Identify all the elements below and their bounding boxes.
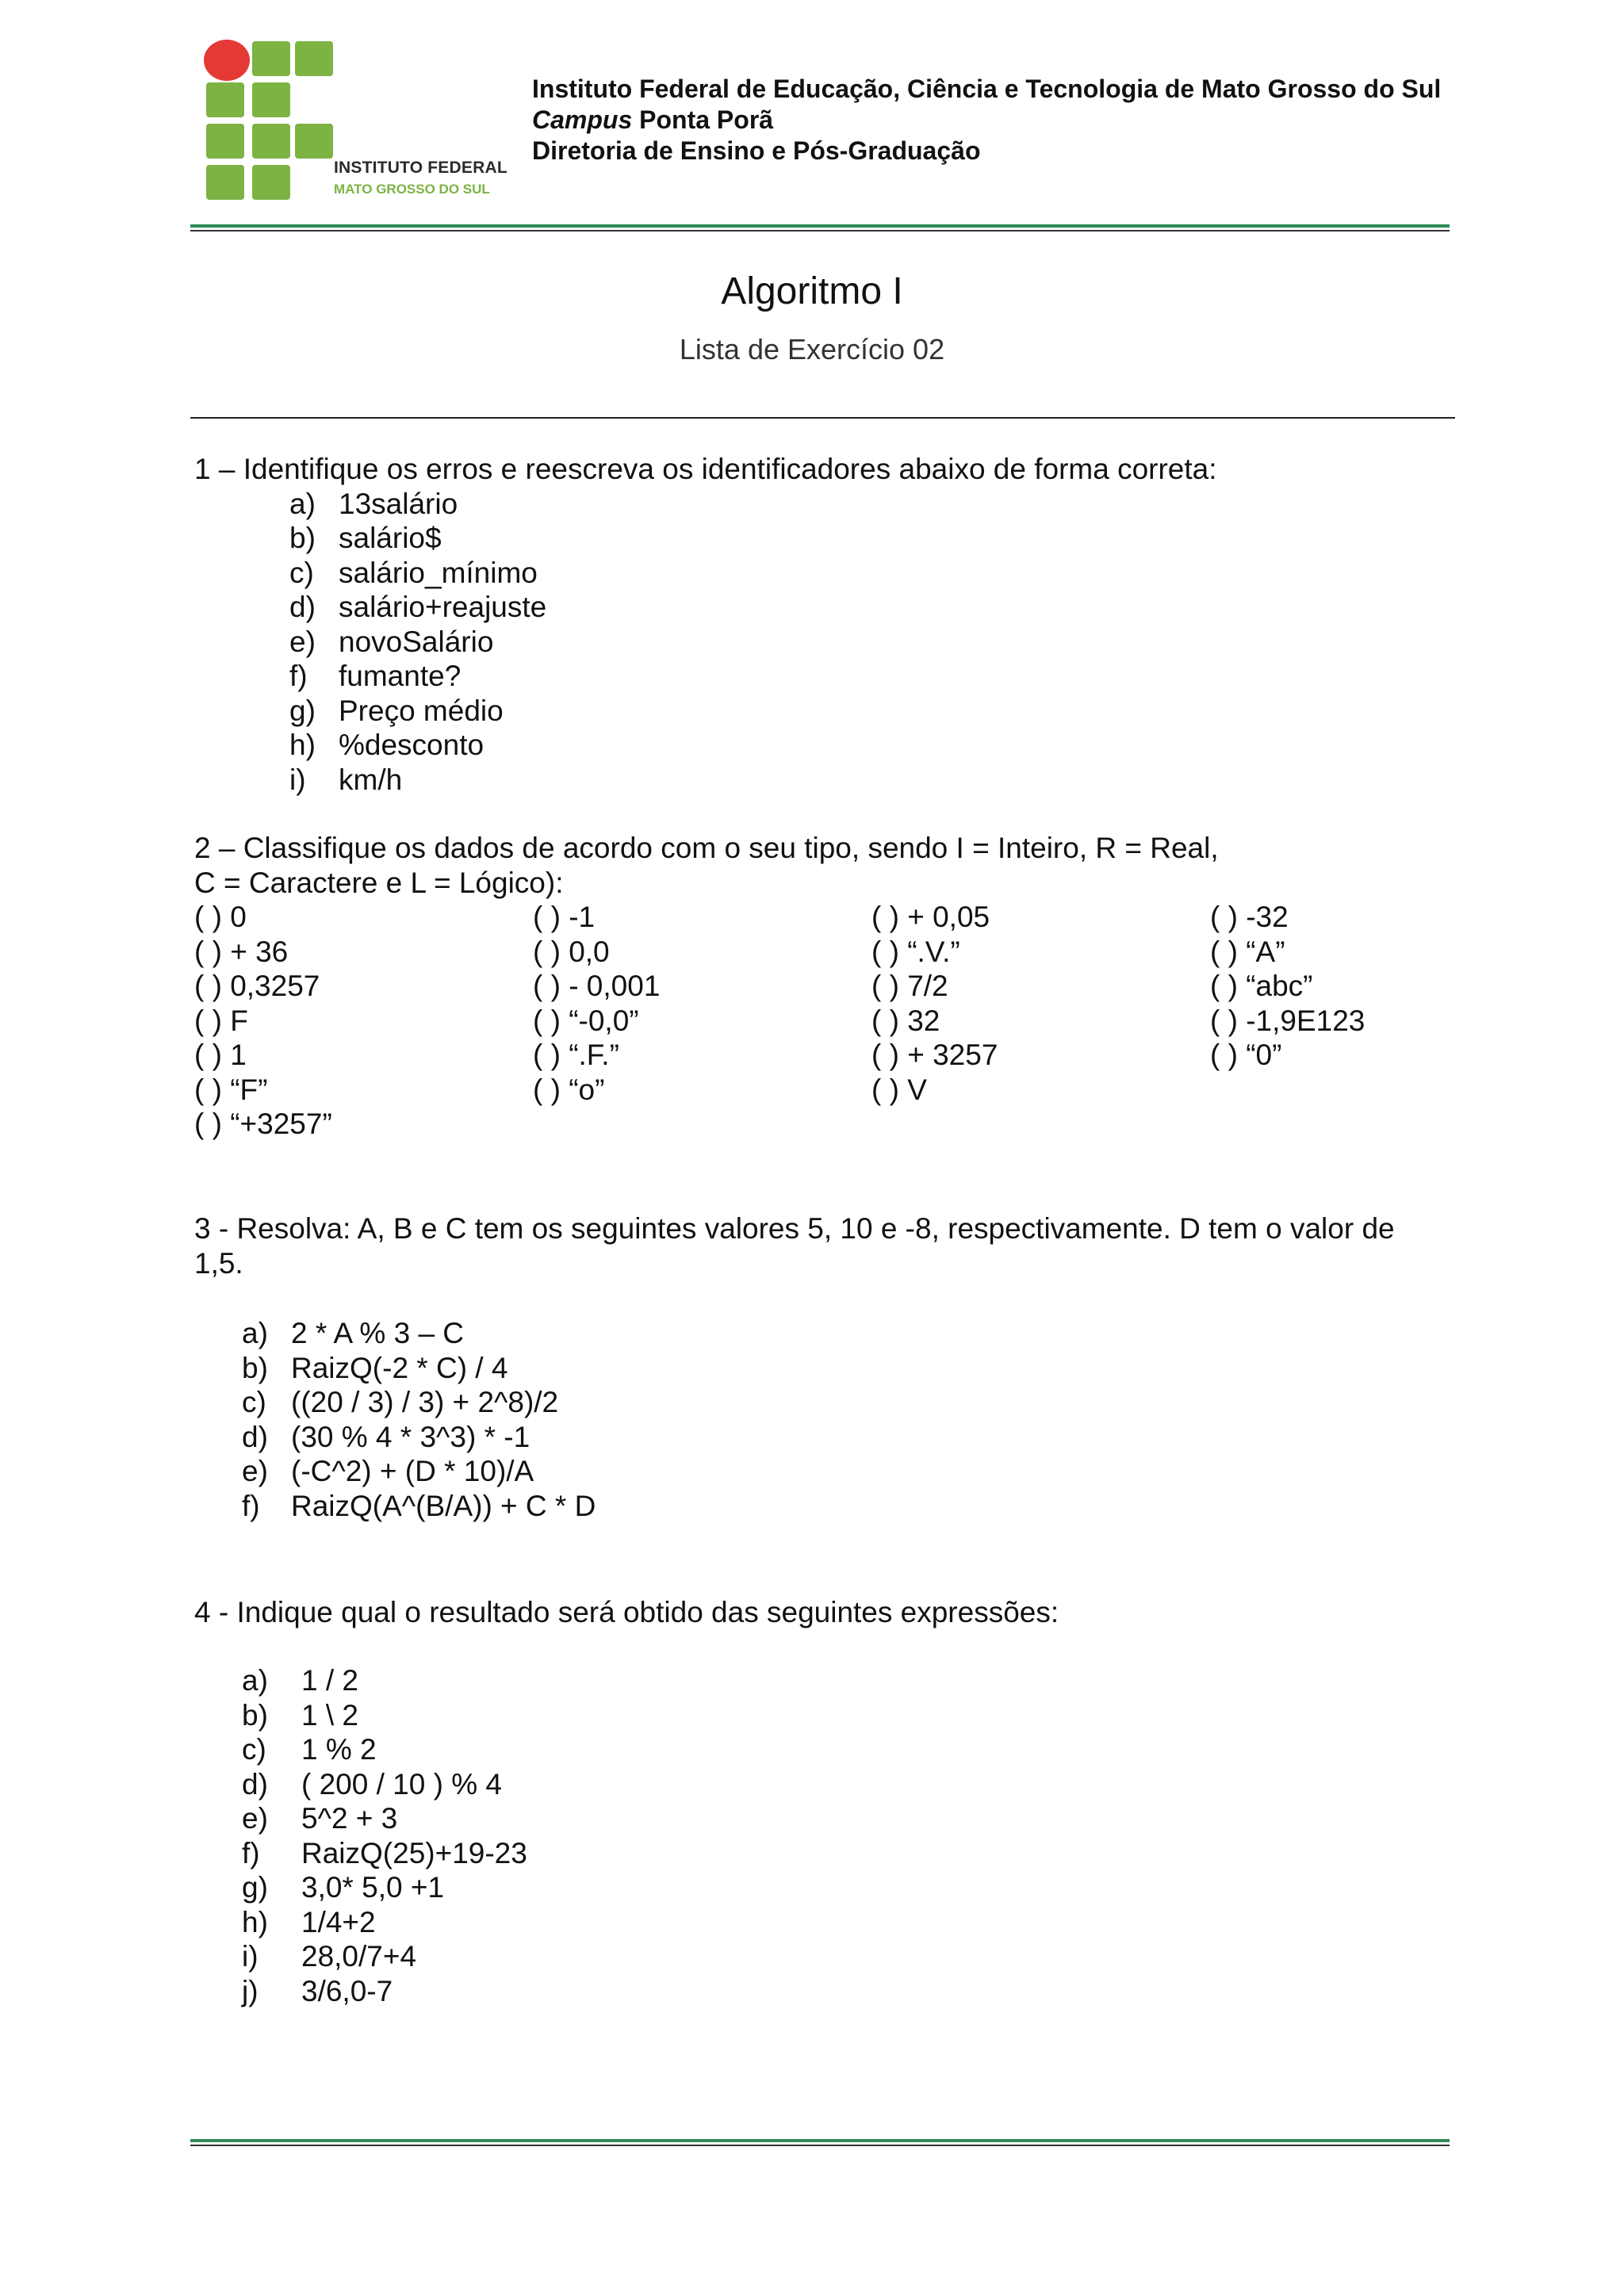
question-2 (194, 831, 1219, 900)
logo-square (295, 41, 333, 76)
list-item (242, 1974, 527, 2009)
classify-item: ( ) -1 (533, 901, 596, 933)
item-text: ( 200 / 10 ) % 4 (301, 1767, 502, 1800)
item-text: fumante? (339, 660, 462, 692)
item-text: 13salário (339, 487, 458, 520)
logo-square (206, 165, 244, 200)
item-label: g) (289, 694, 316, 727)
list-item (242, 1939, 527, 1974)
item-text: 1 / 2 (301, 1664, 358, 1697)
item-label: b) (289, 522, 316, 554)
footer-rule-dark (190, 2145, 1450, 2146)
item-label: e) (289, 625, 316, 658)
institution-header (532, 74, 1441, 166)
list-item (289, 728, 1217, 763)
item-label: h) (242, 1905, 268, 1938)
item-text: 1/4+2 (301, 1905, 376, 1938)
classify-item: ( ) F (194, 1004, 248, 1037)
item-label: b) (242, 1698, 268, 1732)
list-item (242, 1836, 527, 1871)
list-item (289, 556, 1217, 591)
list-item (289, 521, 1217, 556)
footer-rule-green (190, 2139, 1450, 2142)
item-text: %desconto (339, 729, 485, 761)
item-text: salário+reajuste (339, 591, 547, 623)
list-item (242, 1732, 527, 1767)
classify-item: ( ) 0,0 (533, 935, 610, 968)
item-text: 1 \ 2 (301, 1698, 358, 1732)
question-1-prompt: 1 – Identifique os erros e reescreva os identificadores abaixo de forma correta: (194, 453, 1217, 485)
item-text: ((20 / 3) / 3) + 2^8)/2 (291, 1386, 559, 1418)
question-2-prompt-line2: C = Caractere e L = Lógico): (194, 866, 564, 899)
list-item (242, 1454, 596, 1489)
classify-item: ( ) -1,9E123 (1210, 1004, 1365, 1037)
item-text: 1 % 2 (301, 1733, 377, 1766)
campus-line (532, 105, 1441, 136)
page-title: Algoritmo I (721, 270, 903, 312)
list-item (242, 1489, 596, 1524)
item-label: e) (242, 1802, 268, 1835)
logo-name: INSTITUTO FEDERAL (334, 159, 508, 177)
question-2-column-2 (533, 900, 660, 1107)
item-label: a) (242, 1664, 268, 1697)
classify-item: ( ) “F” (194, 1073, 268, 1106)
logo-square (252, 82, 290, 117)
item-text: 3,0* 5,0 +1 (301, 1871, 445, 1904)
header-rule-dark (190, 230, 1450, 232)
question-2-column-4 (1210, 900, 1365, 1073)
item-text: (30 % 4 * 3^3) * -1 (291, 1420, 530, 1453)
item-label: i) (242, 1940, 259, 1973)
item-text: 2 * A % 3 – C (291, 1317, 465, 1349)
question-3-list (242, 1316, 596, 1523)
item-label: d) (289, 591, 316, 623)
item-label: f) (242, 1836, 260, 1869)
list-item (242, 1351, 596, 1386)
question-3-prompt-line2: 1,5. (194, 1246, 243, 1280)
item-text: salário$ (339, 522, 442, 554)
classify-item: ( ) “0” (1210, 1039, 1282, 1071)
classify-item: ( ) “-0,0” (533, 1004, 639, 1037)
classify-item: ( ) + 0,05 (871, 901, 990, 933)
classify-item: ( ) + 36 (194, 935, 289, 968)
item-label: a) (289, 487, 316, 520)
item-label: i) (289, 763, 306, 796)
classify-item: ( ) “o” (533, 1073, 605, 1106)
item-label: c) (242, 1733, 266, 1766)
list-item (242, 1385, 596, 1420)
logo-square (206, 124, 244, 159)
list-item (289, 590, 1217, 625)
item-text: RaizQ(-2 * C) / 4 (291, 1351, 508, 1384)
item-label: d) (242, 1420, 268, 1453)
question-3-prompt-line1: 3 - Resolva: A, B e C tem os seguintes valores 5, 10 e -8, respectivamente. D tem o valor de (194, 1212, 1395, 1245)
logo-square (252, 124, 290, 159)
logo-square (206, 82, 244, 117)
classify-item: ( ) 32 (871, 1004, 940, 1037)
item-text: km/h (339, 763, 403, 796)
item-text: RaizQ(A^(B/A)) + C * D (291, 1489, 596, 1522)
question-2-column-3 (871, 900, 998, 1107)
list-item (242, 1870, 527, 1905)
classify-item: ( ) 7/2 (871, 970, 948, 1002)
item-text: 5^2 + 3 (301, 1802, 398, 1835)
classify-item: ( ) 0,3257 (194, 970, 320, 1002)
logo-subname: MATO GROSSO DO SUL (334, 182, 490, 197)
item-label: a) (242, 1317, 268, 1349)
classify-item: ( ) - 0,001 (533, 970, 661, 1002)
list-item (242, 1663, 527, 1698)
classify-item: ( ) + 3257 (871, 1039, 998, 1071)
title-separator (190, 417, 1455, 419)
list-item (242, 1767, 527, 1802)
header-rule-green (190, 224, 1450, 228)
question-1-list (194, 487, 1217, 798)
item-label: c) (242, 1386, 266, 1418)
directorate-name: Diretoria de Ensino e Pós-Graduação (532, 136, 981, 165)
classify-item: ( ) “A” (1210, 935, 1285, 968)
list-item (289, 625, 1217, 660)
classify-item: ( ) “.V.” (871, 935, 960, 968)
classify-item: ( ) -32 (1210, 901, 1289, 933)
classify-item: ( ) 0 (194, 901, 247, 933)
item-text: novoSalário (339, 625, 494, 658)
list-item (242, 1420, 596, 1455)
list-item (289, 659, 1217, 694)
item-label: f) (242, 1489, 260, 1522)
institute-logo (202, 38, 519, 205)
classify-item: ( ) “+3257” (194, 1108, 332, 1140)
item-label: c) (289, 556, 314, 589)
logo-red-circle (204, 40, 250, 81)
question-1 (194, 452, 1217, 797)
list-item (289, 487, 1217, 522)
item-label: j) (242, 1974, 259, 2007)
list-item (289, 763, 1217, 798)
list-item (242, 1801, 527, 1836)
question-4-list (242, 1663, 527, 2008)
classify-item: ( ) “.F.” (533, 1039, 619, 1071)
list-item (242, 1698, 527, 1733)
item-label: f) (289, 660, 308, 692)
classify-item: ( ) “abc” (1210, 970, 1313, 1002)
question-4-prompt: 4 - Indique qual o resultado será obtido das seguintes expressões: (194, 1596, 1059, 1628)
item-label: b) (242, 1351, 268, 1384)
page-subtitle: Lista de Exercício 02 (679, 333, 945, 365)
question-2-prompt-line1: 2 – Classifique os dados de acordo com o seu tipo, sendo I = Inteiro, R = Real, (194, 832, 1219, 864)
campus-label: Campus (532, 105, 633, 134)
classify-item: ( ) V (871, 1073, 927, 1106)
institution-name: Instituto Federal de Educação, Ciência e Tecnologia de Mato Grosso do Sul (532, 75, 1442, 103)
item-text: salário_mínimo (339, 556, 538, 589)
list-item (242, 1316, 596, 1351)
logo-square (295, 124, 333, 159)
item-label: e) (242, 1455, 268, 1487)
item-text: (-C^2) + (D * 10)/A (291, 1455, 534, 1487)
question-4 (194, 1595, 1059, 1630)
item-text: Preço médio (339, 694, 504, 727)
item-text: RaizQ(25)+19-23 (301, 1836, 527, 1869)
logo-square (252, 165, 290, 200)
item-label: g) (242, 1871, 268, 1904)
logo-square (252, 41, 290, 76)
campus-name: Ponta Porã (639, 105, 774, 134)
classify-item: ( ) 1 (194, 1039, 247, 1071)
list-item (289, 694, 1217, 729)
question-3 (194, 1211, 1395, 1280)
item-text: 3/6,0-7 (301, 1974, 393, 2007)
list-item (242, 1905, 527, 1940)
question-2-column-1 (194, 900, 332, 1142)
item-text: 28,0/7+4 (301, 1940, 417, 1973)
item-label: d) (242, 1767, 268, 1800)
item-label: h) (289, 729, 316, 761)
